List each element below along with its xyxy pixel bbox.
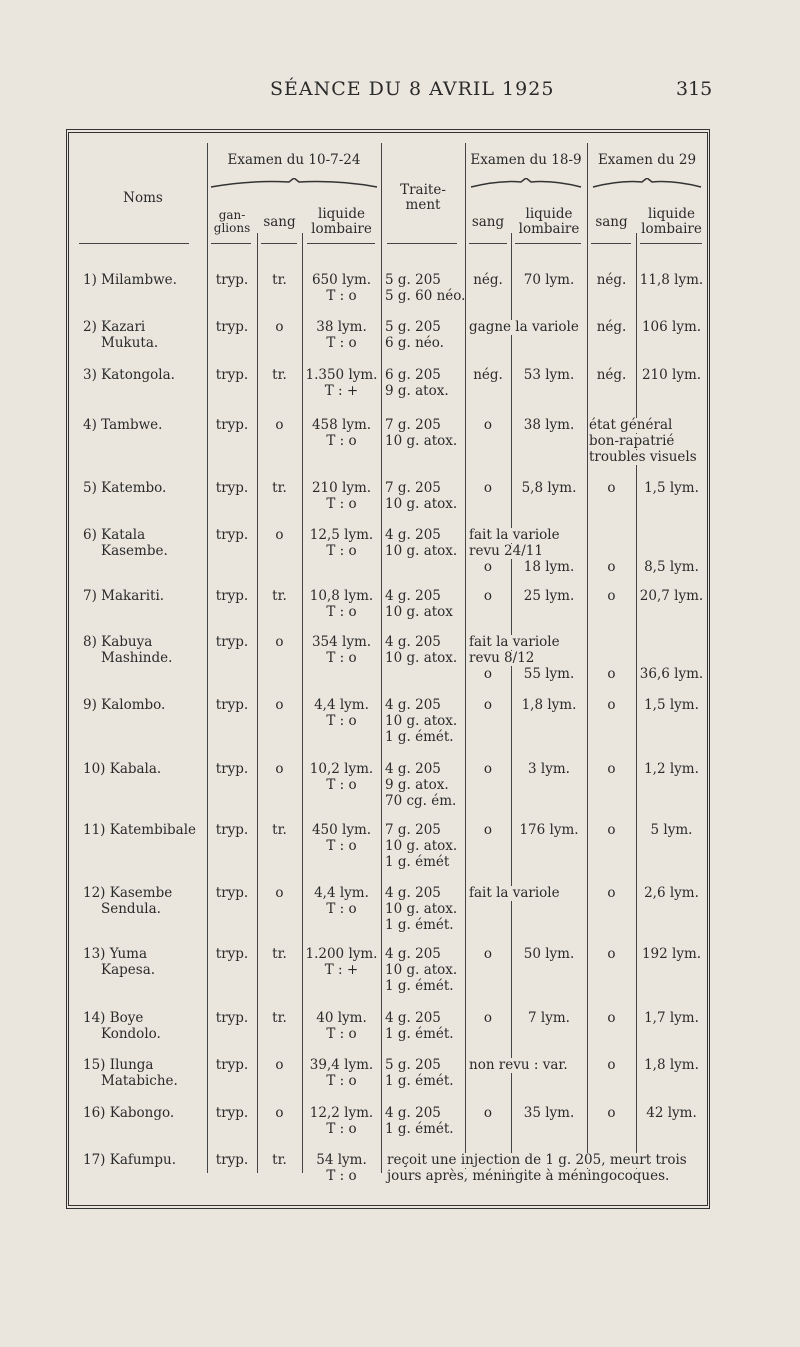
- liquide-exam3-cell: 5 lym.: [650, 822, 693, 838]
- ganglions-cell: tryp.: [215, 1057, 249, 1073]
- liquide-exam3-cell: 1,7 lym.: [644, 1010, 699, 1026]
- ganglions-cell: tryp.: [215, 417, 249, 433]
- liquide-cell: 4,4 lym.: [314, 697, 369, 713]
- note-exam3: état général: [589, 417, 673, 433]
- header-rule: [640, 243, 702, 244]
- traitement-cell: 10 g. atox.: [385, 962, 458, 978]
- liquide-cell: 4,4 lym.: [314, 885, 369, 901]
- traitement-cell: 6 g. néo.: [385, 335, 444, 351]
- header-traitement: [381, 183, 465, 213]
- traitement-cell: 10 g. atox: [385, 604, 453, 620]
- sang-cell: o: [275, 527, 284, 543]
- header-sang-2: sang: [471, 214, 505, 230]
- liquide-exam2-cell: 70 lym.: [523, 272, 575, 288]
- traitement-cell: 5 g. 205: [385, 272, 441, 288]
- header-rule: [211, 243, 251, 244]
- ganglions-cell: tryp.: [215, 527, 249, 543]
- sang-exam3-cell: o: [607, 946, 616, 962]
- note-exam2: gagne la variole: [469, 319, 579, 335]
- patient-name: 3) Katongola.: [83, 367, 175, 383]
- liquide-cell: T : o: [326, 335, 357, 351]
- patient-name: 17) Kafumpu.: [83, 1152, 176, 1168]
- header-rule: [261, 243, 297, 244]
- sang-exam3-cell: o: [607, 1105, 616, 1121]
- liquide-exam3-cell: 2,6 lym.: [644, 885, 699, 901]
- patient-name: Kapesa.: [101, 962, 156, 978]
- sang-exam2-cell: o: [483, 666, 493, 682]
- note-exam2: fait la variole: [469, 634, 560, 650]
- sang-exam3-cell: o: [607, 822, 616, 838]
- header-sang: sang: [263, 214, 296, 230]
- liquide-cell: 458 lym.: [311, 417, 372, 433]
- liquide-cell: T : o: [326, 777, 357, 793]
- liquide-exam2-cell: 25 lym.: [523, 588, 575, 604]
- patient-name: Kondolo.: [101, 1026, 161, 1042]
- liquide-cell: T : o: [326, 1168, 357, 1184]
- sang-cell: o: [275, 634, 284, 650]
- ganglions-cell: tryp.: [215, 367, 249, 383]
- patient-name: 1) Milambwe.: [83, 272, 177, 288]
- note-exam2: non revu : var.: [469, 1057, 568, 1073]
- liquide-exam2-cell: 18 lym.: [523, 559, 575, 575]
- brace-exam2: [469, 178, 583, 188]
- header-ganglions: [207, 209, 257, 235]
- header-ganglions-line: gan-: [218, 208, 246, 222]
- sang-cell: o: [275, 417, 284, 433]
- patient-name: 6) Katala: [83, 527, 146, 543]
- sang-exam2-cell: o: [483, 559, 493, 575]
- liquide-cell: T : o: [326, 288, 357, 304]
- patient-name: 14) Boye: [83, 1010, 144, 1026]
- liquide-exam2-cell: 38 lym.: [523, 417, 575, 433]
- sang-cell: o: [275, 1057, 284, 1073]
- traitement-cell: 4 g. 205: [385, 1010, 441, 1026]
- note-wide: reçoit une injection de 1 g. 205, meurt trois: [387, 1152, 687, 1168]
- patient-name: 12) Kasembe: [83, 885, 173, 901]
- traitement-cell: 1 g. émét.: [385, 729, 454, 745]
- traitement-cell: 1 g. émét.: [385, 1073, 454, 1089]
- sang-exam3-cell: o: [607, 1057, 616, 1073]
- traitement-cell: 10 g. atox.: [385, 543, 458, 559]
- traitement-cell: 1 g. émét.: [385, 1121, 454, 1137]
- liquide-cell: 354 lym.: [311, 634, 372, 650]
- liquide-exam3-cell: 106 lym.: [641, 319, 702, 335]
- note-exam3: troubles visuels: [589, 449, 697, 465]
- liquide-exam2-cell: 35 lym.: [523, 1105, 575, 1121]
- traitement-cell: 4 g. 205: [385, 761, 441, 777]
- ganglions-cell: tryp.: [215, 1152, 249, 1168]
- header-rule: [387, 243, 457, 244]
- sang-exam3-cell: o: [607, 885, 616, 901]
- patient-name: 4) Tambwe.: [83, 417, 163, 433]
- traitement-cell: 7 g. 205: [385, 822, 441, 838]
- liquide-exam3-cell: 1,5 lym.: [644, 480, 699, 496]
- note-exam3: bon-rapatrié: [589, 433, 675, 449]
- liquide-cell: 1.350 lym.: [305, 367, 378, 383]
- header-noms: Noms: [123, 190, 163, 206]
- sang-cell: o: [275, 697, 284, 713]
- traitement-cell: 70 cg. ém.: [385, 793, 457, 809]
- sang-exam2-cell: o: [483, 1105, 493, 1121]
- header-liquide-line: liquide: [648, 206, 695, 222]
- liquide-cell: T : o: [326, 650, 357, 666]
- liquide-cell: T : +: [324, 962, 359, 978]
- traitement-cell: 1 g. émét.: [385, 978, 454, 994]
- sang-exam2-cell: o: [483, 822, 493, 838]
- header-liquide-line: lombaire: [641, 221, 702, 237]
- liquide-cell: 54 lym.: [316, 1152, 367, 1168]
- liquide-cell: 38 lym.: [316, 319, 367, 335]
- ganglions-cell: tryp.: [215, 272, 249, 288]
- brace-exam1: [209, 178, 379, 188]
- col-divider: [381, 143, 382, 1173]
- header-liquide-line: liquide: [318, 206, 365, 222]
- liquide-cell: T : o: [326, 713, 357, 729]
- traitement-cell: 4 g. 205: [385, 1105, 441, 1121]
- sang-exam3-cell: o: [607, 666, 616, 682]
- sang-exam3-cell: nég.: [596, 272, 627, 288]
- sang-exam3-cell: o: [607, 1010, 616, 1026]
- traitement-cell: 5 g. 205: [385, 1057, 441, 1073]
- liquide-cell: T : o: [326, 1026, 357, 1042]
- traitement-cell: 10 g. atox.: [385, 496, 458, 512]
- liquide-exam3-cell: 11,8 lym.: [639, 272, 704, 288]
- sang-exam2-cell: o: [483, 480, 493, 496]
- patient-name: 16) Kabongo.: [83, 1105, 175, 1121]
- traitement-cell: 4 g. 205: [385, 588, 441, 604]
- results-table: [66, 129, 710, 1209]
- liquide-cell: 450 lym.: [311, 822, 372, 838]
- header-liquide-line: liquide: [525, 206, 573, 222]
- sang-cell: o: [275, 1105, 284, 1121]
- header-sang-3: sang: [595, 214, 628, 230]
- traitement-cell: 4 g. 205: [385, 885, 441, 901]
- sang-cell: tr.: [272, 480, 287, 496]
- traitement-cell: 7 g. 205: [385, 417, 441, 433]
- traitement-cell: 1 g. émét: [385, 854, 450, 870]
- sang-exam3-cell: nég.: [596, 367, 627, 383]
- traitement-cell: 10 g. atox.: [385, 433, 458, 449]
- ganglions-cell: tryp.: [215, 1105, 249, 1121]
- sang-exam3-cell: nég.: [596, 319, 627, 335]
- liquide-exam2-cell: 176 lym.: [519, 822, 579, 838]
- liquide-cell: 1.200 lym.: [305, 946, 378, 962]
- patient-name: 11) Katembibale: [83, 822, 197, 838]
- sang-cell: tr.: [272, 588, 287, 604]
- liquide-exam3-cell: 42 lym.: [646, 1105, 697, 1121]
- traitement-cell: 10 g. atox.: [385, 650, 458, 666]
- liquide-exam2-cell: 3 lym.: [528, 761, 570, 777]
- patient-name: Sendula.: [101, 901, 161, 917]
- header-rule: [469, 243, 507, 244]
- patient-name: 9) Kalombo.: [83, 697, 166, 713]
- liquide-cell: T : +: [324, 383, 359, 399]
- sang-exam2-cell: nég.: [473, 367, 503, 383]
- liquide-cell: T : o: [326, 901, 357, 917]
- note-wide: jours après, méningite à méningocoques.: [387, 1168, 670, 1184]
- sang-cell: o: [275, 319, 284, 335]
- liquide-cell: T : o: [326, 433, 357, 449]
- traitement-cell: 5 g. 205: [385, 319, 441, 335]
- header-liquide-line: lombaire: [518, 221, 580, 237]
- sang-cell: tr.: [272, 1010, 287, 1026]
- sang-exam2-cell: o: [483, 417, 493, 433]
- liquide-exam2-cell: 5,8 lym.: [521, 480, 577, 496]
- traitement-cell: 7 g. 205: [385, 480, 441, 496]
- liquide-exam3-cell: 1,2 lym.: [644, 761, 699, 777]
- sang-cell: tr.: [272, 1152, 287, 1168]
- sang-exam2-cell: o: [483, 588, 493, 604]
- note-exam2: revu 24/11: [469, 543, 543, 559]
- ganglions-cell: tryp.: [215, 319, 249, 335]
- patient-name: Mukuta.: [101, 335, 159, 351]
- liquide-exam3-cell: 192 lym.: [641, 946, 702, 962]
- traitement-cell: 9 g. atox.: [385, 383, 449, 399]
- liquide-exam2-cell: 1,8 lym.: [521, 697, 577, 713]
- header-liquide: [302, 207, 381, 237]
- liquide-cell: 40 lym.: [316, 1010, 367, 1026]
- patient-name: 2) Kazari: [83, 319, 146, 335]
- patient-name: 13) Yuma: [83, 946, 148, 962]
- header-exam3: Examen du 29: [597, 152, 697, 168]
- sang-cell: tr.: [272, 367, 287, 383]
- liquide-cell: 650 lym.: [311, 272, 372, 288]
- ganglions-cell: tryp.: [215, 588, 249, 604]
- traitement-cell: 1 g. émét.: [385, 917, 454, 933]
- liquide-cell: 39,4 lym.: [309, 1057, 374, 1073]
- page-title: SÉANCE DU 8 AVRIL 1925: [270, 78, 555, 100]
- sang-exam2-cell: o: [483, 946, 493, 962]
- header-rule: [79, 243, 189, 244]
- ganglions-cell: tryp.: [215, 634, 249, 650]
- ganglions-cell: tryp.: [215, 1010, 249, 1026]
- sang-exam3-cell: o: [607, 588, 616, 604]
- patient-name: Kasembe.: [101, 543, 168, 559]
- sang-exam3-cell: o: [607, 480, 616, 496]
- liquide-cell: T : o: [326, 543, 357, 559]
- liquide-cell: T : o: [326, 838, 357, 854]
- patient-name: 7) Makariti.: [83, 588, 165, 604]
- liquide-exam3-cell: 20,7 lym.: [639, 588, 704, 604]
- sang-cell: tr.: [272, 822, 287, 838]
- sang-cell: o: [275, 885, 284, 901]
- traitement-cell: 6 g. 205: [385, 367, 441, 383]
- liquide-exam3-cell: 8,5 lym.: [644, 559, 699, 575]
- header-liquide-2: [511, 207, 587, 237]
- liquide-cell: 210 lym.: [311, 480, 372, 496]
- liquide-cell: T : o: [326, 1121, 357, 1137]
- traitement-cell: 4 g. 205: [385, 697, 441, 713]
- liquide-exam3-cell: 1,8 lym.: [644, 1057, 699, 1073]
- liquide-exam2-cell: 53 lym.: [523, 367, 575, 383]
- patient-name: Mashinde.: [101, 650, 173, 666]
- ganglions-cell: tryp.: [215, 480, 249, 496]
- note-exam2: fait la variole: [469, 527, 560, 543]
- page-header: [0, 74, 800, 104]
- header-ganglions-line: glions: [213, 221, 251, 235]
- patient-name: 10) Kabala.: [83, 761, 162, 777]
- liquide-exam2-cell: 50 lym.: [523, 946, 575, 962]
- liquide-exam2-cell: 7 lym.: [528, 1010, 570, 1026]
- traitement-cell: 10 g. atox.: [385, 838, 458, 854]
- header-liquide-line: lombaire: [311, 221, 372, 237]
- note-exam2: fait la variole: [469, 885, 560, 901]
- sang-exam3-cell: o: [607, 559, 616, 575]
- liquide-cell: 12,2 lym.: [309, 1105, 374, 1121]
- traitement-cell: 4 g. 205: [385, 527, 441, 543]
- liquide-exam3-cell: 1,5 lym.: [644, 697, 699, 713]
- sang-exam2-cell: o: [483, 1010, 493, 1026]
- brace-exam3: [591, 178, 703, 188]
- traitement-cell: 4 g. 205: [385, 634, 441, 650]
- header-rule: [591, 243, 631, 244]
- header-liquide-3: [636, 207, 707, 237]
- liquide-cell: 10,2 lym.: [309, 761, 374, 777]
- liquide-cell: 10,8 lym.: [309, 588, 374, 604]
- sang-exam3-cell: o: [607, 761, 616, 777]
- sang-exam2-cell: nég.: [473, 272, 503, 288]
- liquide-cell: T : o: [326, 604, 357, 620]
- header-traitement-line: Traite-: [400, 182, 446, 198]
- page-number: 315: [676, 78, 713, 100]
- patient-name: 8) Kabuya: [83, 634, 153, 650]
- ganglions-cell: tryp.: [215, 697, 249, 713]
- patient-name: 15) Ilunga: [83, 1057, 154, 1073]
- ganglions-cell: tryp.: [215, 885, 249, 901]
- traitement-cell: 4 g. 205: [385, 946, 441, 962]
- liquide-cell: T : o: [326, 1073, 357, 1089]
- note-exam2: revu 8/12: [469, 650, 535, 666]
- traitement-cell: 5 g. 60 néo.: [385, 288, 466, 304]
- liquide-exam2-cell: 55 lym.: [523, 666, 575, 682]
- header-exam2: Examen du 18-9: [470, 152, 582, 168]
- liquide-cell: 12,5 lym.: [309, 527, 374, 543]
- patient-name: 5) Katembo.: [83, 480, 167, 496]
- ganglions-cell: tryp.: [215, 761, 249, 777]
- traitement-cell: 9 g. atox.: [385, 777, 449, 793]
- sang-cell: o: [275, 761, 284, 777]
- header-exam1: Examen du 10-7-24: [227, 152, 361, 168]
- patient-name: Matabiche.: [101, 1073, 178, 1089]
- header-traitement-line: ment: [405, 197, 441, 213]
- sang-cell: tr.: [272, 946, 287, 962]
- traitement-cell: 10 g. atox.: [385, 713, 458, 729]
- sang-exam2-cell: o: [483, 697, 493, 713]
- liquide-exam3-cell: 36,6 lym.: [639, 666, 704, 682]
- sang-exam2-cell: o: [483, 761, 493, 777]
- traitement-cell: 10 g. atox.: [385, 901, 458, 917]
- traitement-cell: 1 g. émét.: [385, 1026, 454, 1042]
- sang-cell: tr.: [272, 272, 287, 288]
- header-rule: [307, 243, 375, 244]
- ganglions-cell: tryp.: [215, 946, 249, 962]
- sang-exam3-cell: o: [607, 697, 616, 713]
- ganglions-cell: tryp.: [215, 822, 249, 838]
- header-rule: [515, 243, 581, 244]
- liquide-cell: T : o: [326, 496, 357, 512]
- liquide-exam3-cell: 210 lym.: [641, 367, 702, 383]
